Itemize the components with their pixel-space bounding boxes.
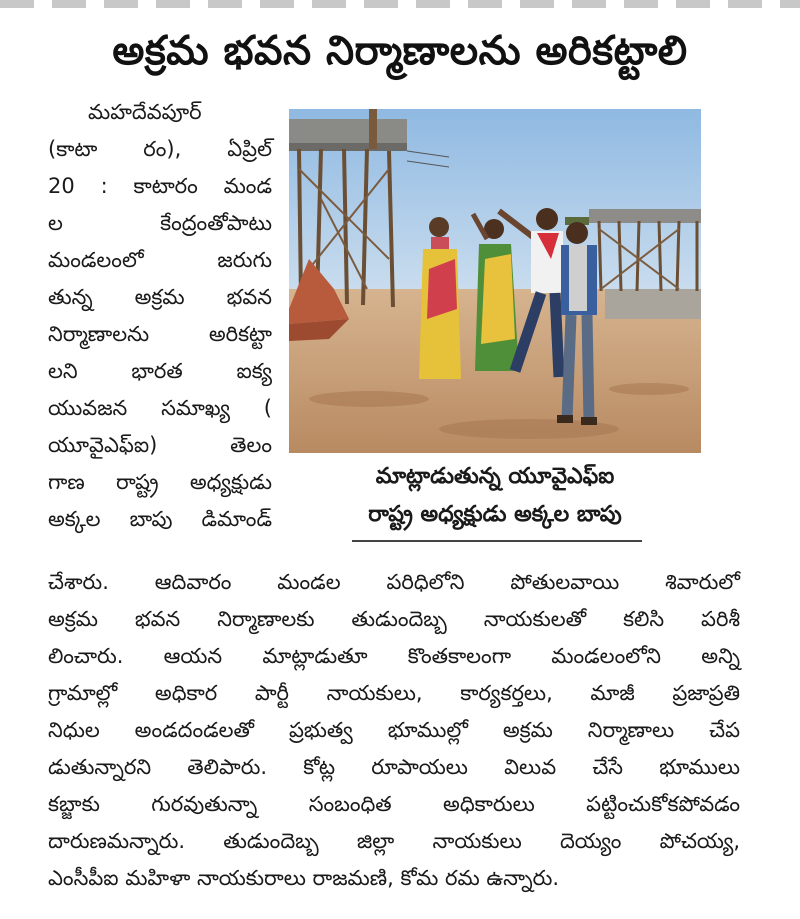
body-line: యువజన సమాఖ్య ( [48,396,272,420]
body-line: దారుణమన్నారు. తుడుందెబ్బ జిల్లా నాయకులు దెయ్యం పోచయ్య, [48,829,740,853]
caption-line: రాష్ట్ర అధ్యక్షుడు అక్కల బాపు [368,502,622,527]
body-line: అక్కల బాపు డిమాండ్ [48,507,272,531]
body-line: అక్రమ భవన నిర్మాణాలకు తుడుందెబ్బ నాయకులతో కలిసి పరిశీ [48,607,740,631]
article-body-left-column [48,94,272,538]
body-line: గాణ రాష్ట్ర అధ్యక్షుడు [48,470,272,494]
previous-article-edge [0,0,800,8]
body-line: 20 : కాటారం మండ [48,174,272,198]
body-line: మండలంలో జరుగు [48,248,272,272]
article-body-full-width [48,564,740,897]
body-line: నిర్మాణాలను అరికట్టా [48,322,272,346]
body-line: చేశారు. ఆదివారం మండల పరిధిలోని పోతులవాయి శివారులో [48,570,740,594]
body-line: గ్రామాల్లో అధికార పార్టీ నాయకులు, కార్యకర్తలు, మాజీ ప్రజాప్రతి [48,681,740,705]
body-line: డుతున్నారని తెలిపారు. కోట్ల రూపాయలు విలువ చేసే భూములు [48,755,740,779]
photo-illustration [289,109,701,453]
body-line: నిధుల అండదండలతో ప్రభుత్వ భూముల్లో అక్రమ నిర్మాణాలు చేప [48,718,740,742]
body-line: కబ్జాకు గురవుతున్నా సంబంధిత అధికారులు పట్టించుకోకపోవడం [48,792,740,816]
article-headline: అక్రమ భవన నిర్మాణాలను అరికట్టాలి [112,28,688,74]
body-line: లించారు. ఆయన మాట్లాడుతూ కొంతకాలంగా మండలంలోని అన్ని [48,644,740,668]
body-line: లని భారత ఐక్య [48,359,272,383]
body-line: ల కేంద్రంతోపాటు [48,211,272,235]
caption-underline [352,540,642,542]
caption-line: మాట్లాడుతున్న యూవైఎఫ్ఐ [375,464,615,489]
photo-caption [300,458,690,534]
article-photo [289,109,701,453]
body-line: (కాటా రం), ఏప్రిల్ [48,137,272,161]
body-line: యూవైఎఫ్ఐ) తెలం [48,433,272,457]
body-line: మహదేవపూర్ [88,100,202,124]
body-line: తున్న అక్రమ భవన [48,285,272,309]
body-line: ఎంసీపీఐ మహిళా నాయకురాలు రాజమణి, కోమ రమ ఉన్నారు. [48,866,560,890]
